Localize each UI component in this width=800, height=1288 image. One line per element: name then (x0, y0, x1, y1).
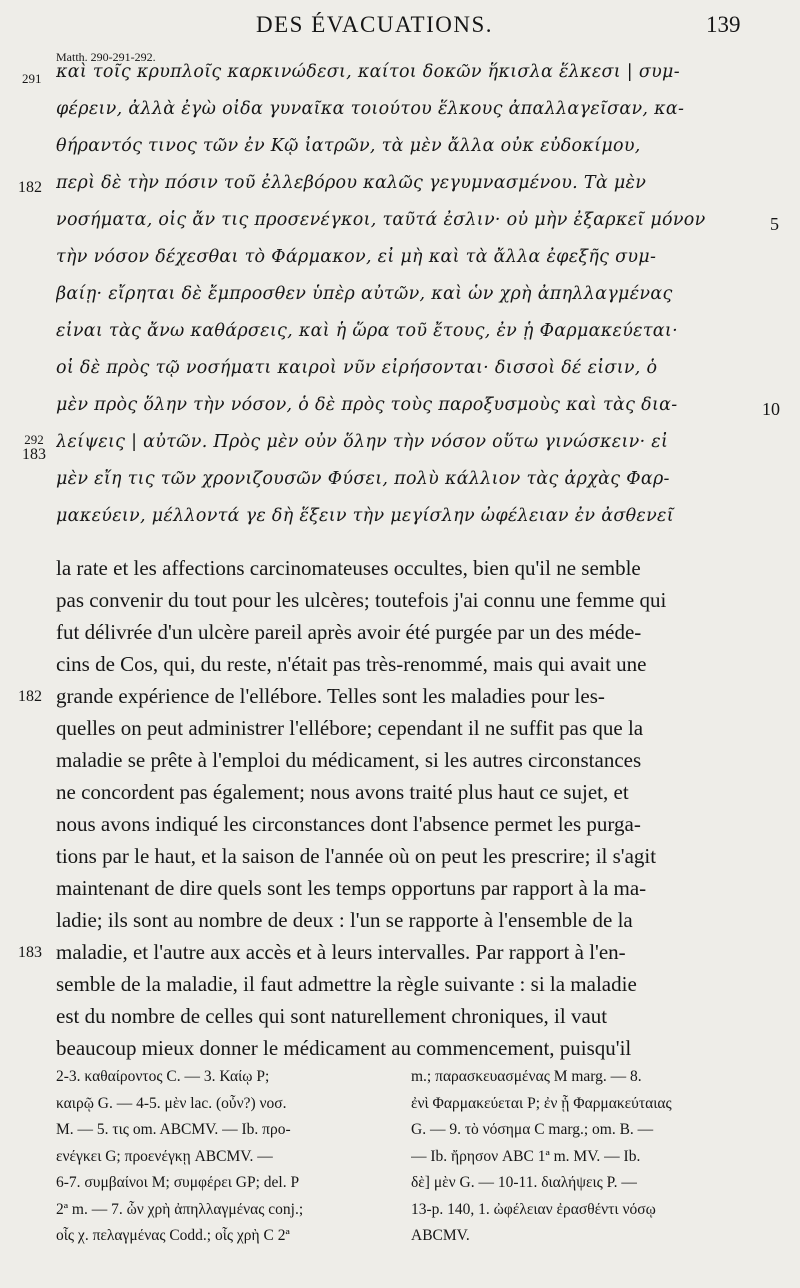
source-reference: Matth. 290-291-292. (56, 50, 156, 64)
greek-line: εἶναι τὰς ἄνω καθάρσεις, καὶ ἡ ὥρα τοῦ ἔτους, ἐν ᾗ Φαρμακεύεται· (56, 321, 678, 341)
greek-line: νοσήματα, οἷς ἄν τις προσενέγκοι, ταῦτά ἐσλιν· οὐ μὴν ἐξαρκεῖ μόνον (56, 210, 706, 230)
greek-line: μακεύειν, μέλλοντά γε δὴ ἕξειν τὴν μεγίσλην ὠφέλειαν ἐν ἀσθενεῖ (56, 506, 674, 526)
apparatus-line: 6-7. συμβαίνοι M; συμφέρει GP; del. P (56, 1174, 300, 1191)
french-line: beaucoup mieux donner le médicament au commencement, puisqu'il (56, 1036, 632, 1060)
apparatus-line: ABCMV. (411, 1227, 470, 1244)
apparatus-line: — Ib. ἤρησον ABC 1ª m. MV. — Ib. (411, 1147, 641, 1165)
french-line: maintenant de dire quels sont les temps opportuns par rapport à la ma- (56, 876, 647, 900)
french-line: maladie, et l'autre aux accès et à leurs intervalles. Par rapport à l'en- (56, 940, 626, 964)
french-line: la rate et les affections carcinomateuses occultes, bien qu'il ne semble (56, 556, 641, 580)
greek-line: λείψεις | αὐτῶν. Πρὸς μὲν οὖν ὅλην τὴν νόσον οὕτω γινώσκειν· εἰ (56, 432, 669, 452)
french-line: ne concordent pas également; nous avons traité plus haut ce sujet, et (56, 780, 629, 804)
line-number-10: 10 (762, 399, 780, 419)
apparatus-line: καιρῷ G. — 4-5. μὲν lac. (οὖν?) νοσ. (56, 1094, 287, 1112)
greek-line: τὴν νόσον δέχεσθαι τὸ Φάρμακον, εἰ μὴ καὶ τὰ ἄλλα ἐφεξῆς συμ- (56, 247, 657, 267)
margin-ref-182-french: 182 (18, 688, 42, 705)
line-number-5: 5 (770, 214, 779, 234)
greek-line: βαίῃ· εἴρηται δὲ ἔμπροσθεν ὑπὲρ αὐτῶν, καὶ ὧν χρὴ ἀπηλλαγμένας (56, 284, 673, 304)
critical-apparatus (56, 1064, 786, 1254)
page-number: 139 (706, 12, 741, 37)
french-line: cins de Cos, qui, du reste, n'était pas très-renommé, mais qui avait une (56, 652, 647, 676)
greek-line: μὲν εἴη τις τῶν χρονιζουσῶν Φύσει, πολὺ κάλλιον τὰς ἀρχὰς Φαρ- (56, 469, 670, 489)
apparatus-line: 2ª m. — 7. ὧν χρὴ ἀπηλλαγμένας conj.; (56, 1200, 304, 1218)
french-line: est du nombre de celles qui sont naturellement chroniques, il vaut (56, 1004, 608, 1028)
greek-line: φέρειν, ἀλλὰ ἐγὼ οἶδα γυναῖκα τοιούτου ἕλκους ἀπαλλαγεῖσαν, κα- (56, 99, 685, 119)
greek-line: περὶ δὲ τὴν πόσιν τοῦ ἐλλεβόρου καλῶς γεγυμνασμένου. Τὰ μὲν (56, 173, 647, 193)
apparatus-left-column (56, 1064, 396, 1250)
french-line: nous avons indiqué les circonstances dont l'absence permet les purga- (56, 812, 641, 836)
greek-line: μὲν πρὸς ὅλην τὴν νόσον, ὁ δὲ πρὸς τοὺς παροξυσμοὺς καὶ τὰς δια- (56, 395, 678, 415)
margin-ref-292-183 (18, 432, 50, 462)
french-line: ladie; ils sont au nombre de deux : l'un se rapporte à l'ensemble de la (56, 908, 633, 932)
greek-line: οἱ δὲ πρὸς τῷ νοσήματι καιροὶ νῦν εἰρήσονται· δισσοὶ δέ εἰσιν, ὁ (56, 358, 658, 378)
apparatus-line: G. — 9. τὸ νόσημα C marg.; om. B. — (411, 1121, 654, 1138)
apparatus-line: 13-p. 140, 1. ὠφέλειαν ἐρασθέντι νόσῳ (411, 1200, 656, 1218)
french-line: fut délivrée d'un ulcère pareil après avoir été purgée par un des méde- (56, 620, 642, 644)
apparatus-right-column (411, 1064, 786, 1250)
french-line: pas convenir du tout pour les ulcères; toutefois j'ai connu une femme qui (56, 588, 667, 612)
apparatus-line: ενέγκει G; προενέγκῃ ABCMV. — (56, 1147, 273, 1165)
margin-ref-183: 183 (22, 446, 46, 463)
apparatus-line: οἷς χ. πελαγμένας Codd.; οἷς χρὴ C 2ª (56, 1227, 290, 1244)
margin-ref-291: 291 (22, 71, 42, 86)
margin-ref-292: 292 (24, 432, 44, 447)
french-line: semble de la maladie, il faut admettre la règle suivante : si la maladie (56, 972, 637, 996)
apparatus-line: δὲ] μὲν G. — 10-11. διαλήψεις P. — (411, 1174, 637, 1191)
french-line: grande expérience de l'ellébore. Telles sont les maladies pour les- (56, 684, 605, 708)
greek-line: θήραντός τινος τῶν ἐν Κῷ ἰατρῶν, τὰ μὲν ἄλλα οὐκ εὐδοκίμου, (56, 136, 641, 156)
apparatus-line: ἐνὶ Φαρμακεύεται P; ἐν ᾗ Φαρμακεύταιας (411, 1094, 672, 1112)
margin-ref-182: 182 (18, 179, 42, 196)
apparatus-line: M. — 5. τις om. ABCMV. — Ib. προ- (56, 1121, 291, 1138)
apparatus-line: 2-3. καθαίροντος C. — 3. Καίῳ P; (56, 1068, 270, 1085)
running-title: DES ÉVACUATIONS. (256, 12, 493, 37)
greek-line: καὶ τοῖς κρυπλοῖς καρκινώδεσι, καίτοι δοκῶν ἥκισλα ἕλκεσι | συμ- (56, 62, 680, 82)
french-line: maladie se prête à l'emploi du médicament, si les autres circonstances (56, 748, 642, 772)
margin-ref-183-french: 183 (18, 944, 42, 961)
apparatus-line: m.; παρασκευασμένας M marg. — 8. (411, 1068, 642, 1085)
french-line: quelles on peut administrer l'ellébore; cependant il ne suffit pas que la (56, 716, 644, 740)
french-line: tions par le haut, et la saison de l'année où on peut les prescrire; il s'agit (56, 844, 657, 868)
